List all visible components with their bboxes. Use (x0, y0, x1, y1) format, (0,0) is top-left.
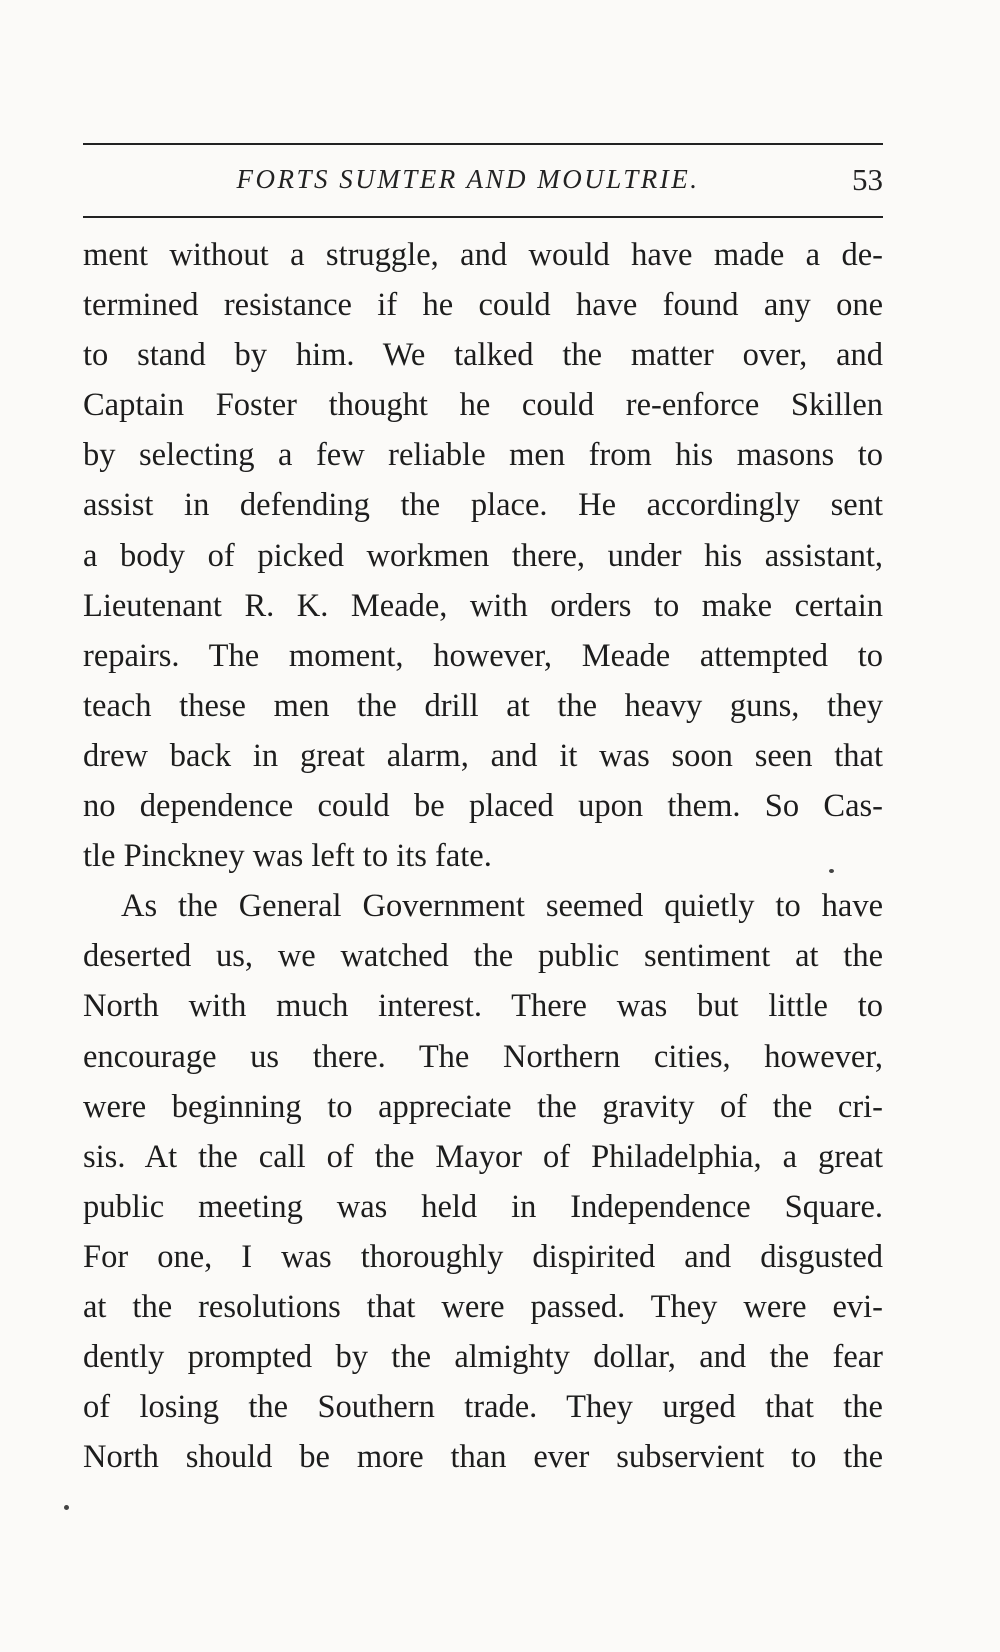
page-number: 53 (852, 162, 883, 197)
text-line: were beginning to appreciate the gravity of the cri- (83, 1088, 883, 1125)
print-speck (829, 869, 834, 873)
text-line: teach these men the drill at the heavy guns, they (83, 687, 883, 724)
running-title: FORTS SUMTER AND MOULTRIE. (236, 164, 700, 194)
text-line: North with much interest. There was but little to (83, 988, 883, 1025)
text-line: tle Pinckney was left to its fate. (83, 838, 492, 875)
text-line: As the General Government seemed quietly to have (121, 888, 883, 925)
running-head (83, 162, 883, 202)
text-line: drew back in great alarm, and it was soon seen that (83, 737, 883, 774)
text-line: assist in defending the place. He accordingly sent (83, 487, 883, 524)
header-bottom-rule (83, 216, 883, 218)
text-line: Lieutenant R. K. Meade, with orders to make certain (83, 587, 883, 624)
text-line: ment without a struggle, and would have made a de- (83, 237, 883, 273)
text-line: deserted us, we watched the public sentiment at the (83, 938, 883, 975)
text-line: repairs. The moment, however, Meade attempted to (83, 637, 883, 674)
text-line: North should be more than ever subservient to the (83, 1439, 883, 1476)
header-top-rule (83, 143, 883, 145)
paragraph (83, 230, 883, 881)
text-line: no dependence could be placed upon them. So Cas- (83, 788, 883, 825)
body-text (83, 230, 883, 1482)
text-line: Captain Foster thought he could re-enforce Skillen (83, 387, 883, 424)
text-line: sis. At the call of the Mayor of Philadelphia, a great (83, 1138, 883, 1175)
text-line: at the resolutions that were passed. They were evi- (83, 1288, 883, 1325)
text-line: For one, I was thoroughly dispirited and disgusted (83, 1238, 883, 1275)
text-line: a body of picked workmen there, under his assistant, (83, 537, 883, 574)
print-speck (64, 1505, 69, 1510)
text-line: public meeting was held in Independence Square. (83, 1188, 883, 1225)
text-line: by selecting a few reliable men from his masons to (83, 437, 883, 474)
text-line: to stand by him. We talked the matter over, and (83, 337, 883, 374)
text-line: of losing the Southern trade. They urged that the (83, 1389, 883, 1426)
text-line: termined resistance if he could have found any one (83, 287, 883, 324)
text-line: encourage us there. The Northern cities, however, (83, 1038, 883, 1075)
paragraph (83, 881, 883, 1482)
text-line: dently prompted by the almighty dollar, and the fear (83, 1339, 883, 1376)
